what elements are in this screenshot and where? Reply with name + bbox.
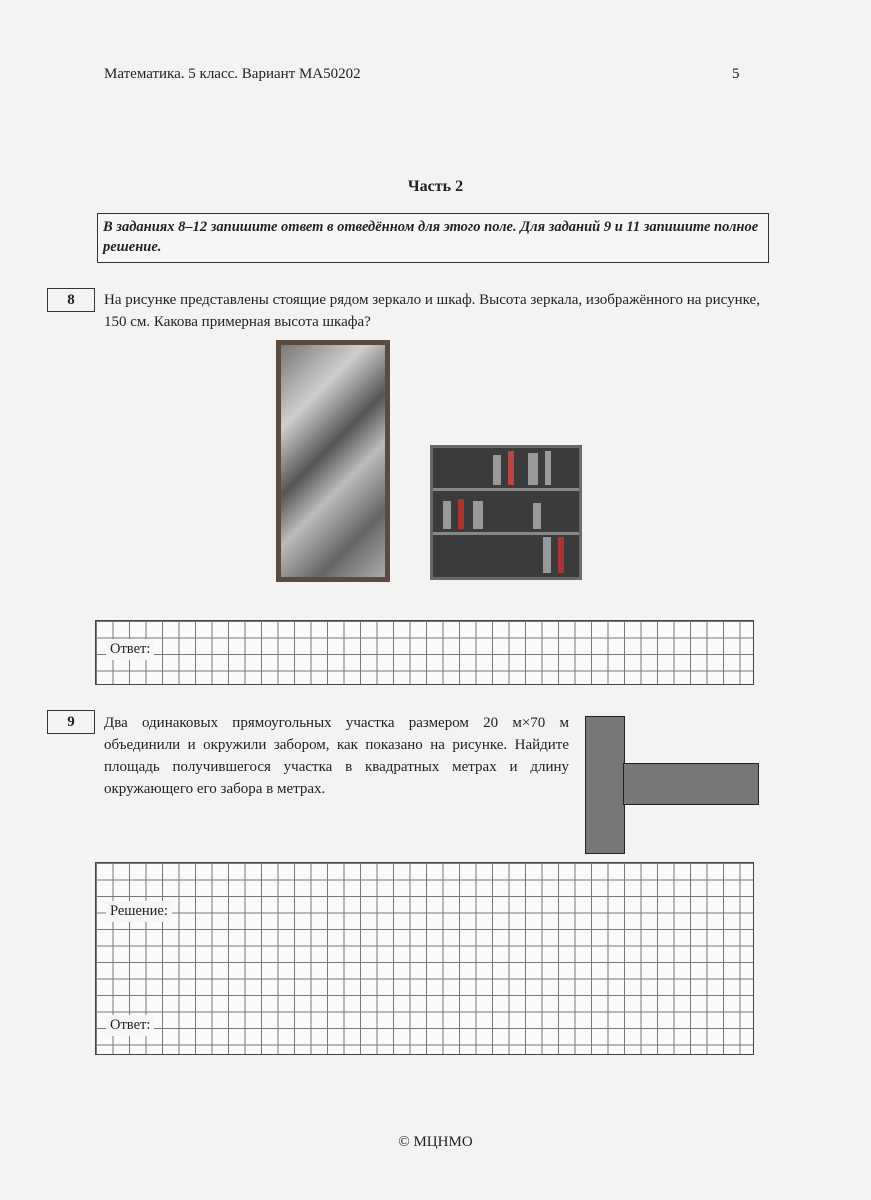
- page-number: 5: [732, 66, 740, 82]
- task-9-answer-label: Ответ:: [106, 1015, 154, 1036]
- task-8-text: На рисунке представлены стоящие рядом зеркало и шкаф. Высота зеркала, изображённого на рисунке, 150 см. Какова примерная высота шкафа?: [104, 292, 760, 330]
- task-8-number: 8: [47, 288, 95, 312]
- task-8-answer-label: Ответ:: [106, 639, 154, 660]
- task-9-number: 9: [47, 710, 95, 734]
- task-9-text: Два одинаковых прямоугольных участка размером 20 м×70 м объединили и окружили забором, как показано на рисунке. Найдите площадь получившегося участка в квадратных метрах и длину окружающего его забора в метрах.: [104, 715, 569, 797]
- mirror-illustration: [276, 340, 390, 582]
- t-shape-plot-vertical: [585, 716, 625, 854]
- instruction-box: В заданиях 8–12 запишите ответ в отведённом для этого поле. Для заданий 9 и 11 запишите полное решение.: [97, 213, 769, 263]
- bookshelf-illustration: [430, 445, 582, 580]
- task-9-solution-label: Решение:: [106, 901, 172, 922]
- t-shape-plot-horizontal: [623, 763, 759, 805]
- footer-copyright: © МЦНМО: [398, 1134, 473, 1150]
- part-title: Часть 2: [407, 178, 464, 195]
- task-8-answer-field[interactable]: [95, 620, 754, 685]
- task-9-solution-field[interactable]: [95, 862, 754, 1055]
- page-header-title: Математика. 5 класс. Вариант МА50202: [104, 66, 361, 82]
